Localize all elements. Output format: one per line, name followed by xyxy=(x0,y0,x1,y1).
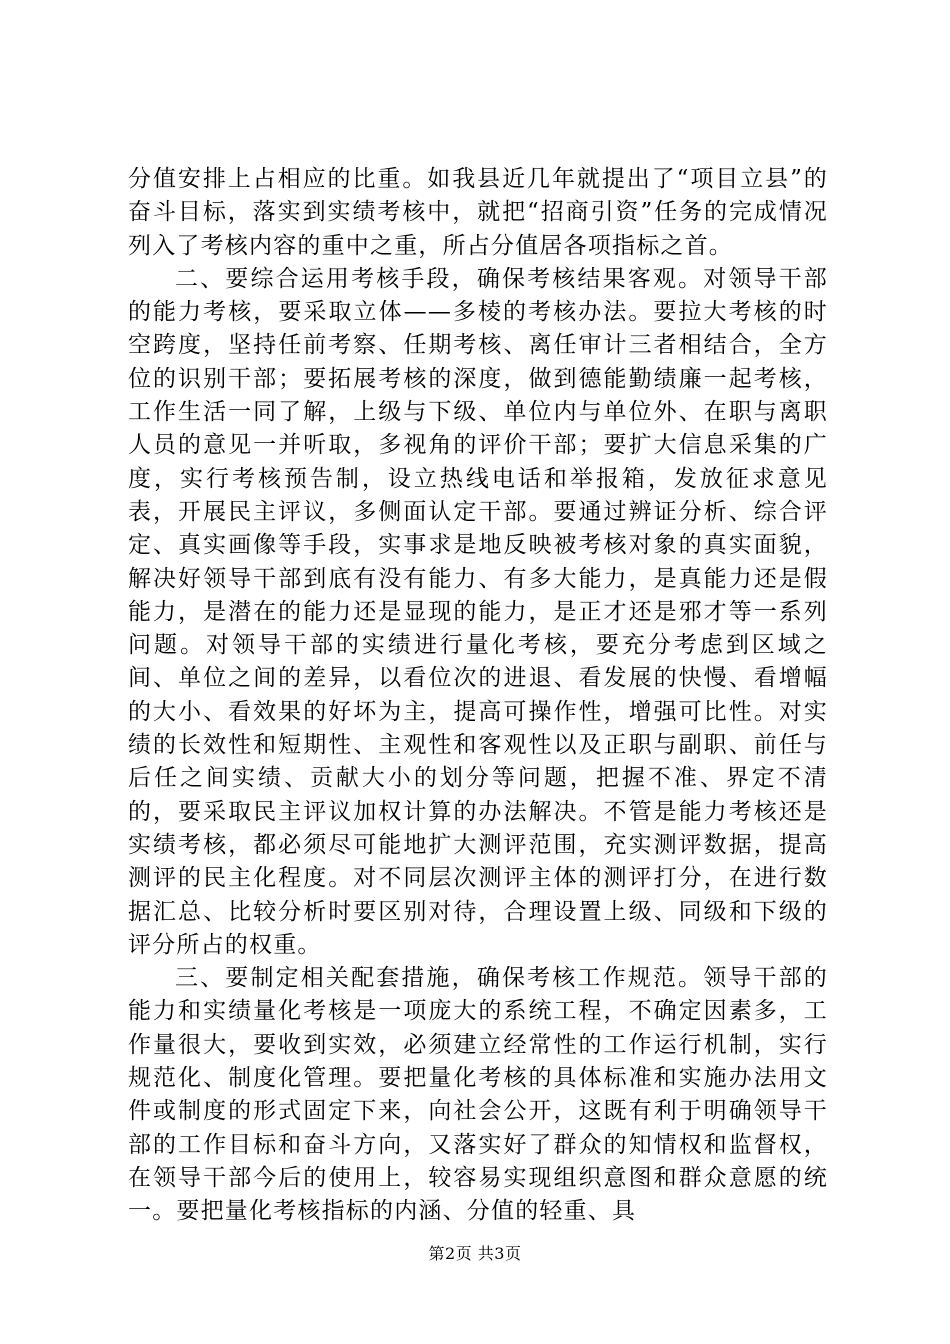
document-body xyxy=(128,163,828,1229)
paragraph-continuation: 分值安排上占相应的比重。如我县近几年就提出了“项目立县”的奋斗目标，落实到实绩考核中，就把“招商引资”任务的完成情况列入了考核内容的重中之重，所占分值居各项指标之首。 xyxy=(128,166,828,259)
paragraph-section-two: 二、要综合运用考核手段，确保考核结果客观。对领导干部的能力考核，要采取立体——多棱的考核办法。要拉大考核的时空跨度，坚持任前考察、任期考核、离任审计三者相结合，全方位的识别干部；要拓展考核的深度，做到德能勤绩廉一起考核，工作生活一同了解，上级与下级、单位内与单位外、在职与离职人员的意见一并听取，多视角的评价干部；要扩大信息采集的广度，实行考核预告制，设立热线电话和举报箱，发放征求意见表，开展民主评议，多侧面认定干部。要通过辨证分析、综合评定、真实画像等手段，实事求是地反映被考核对象的真实面貌，解决好领导干部到底有没有能力、有多大能力，是真能力还是假能力，是潜在的能力还是显现的能力，是正才还是邪才等一系列问题。对领导干部的实绩进行量化考核，要充分考虑到区域之间、单位之间的差异，以看位次的进退、看发展的快慢、看增幅的大小、看效果的好坏为主，提高可操作性，增强可比性。对实绩的长效性和短期性、主观性和客观性以及正职与副职、前任与后任之间实绩、贡献大小的划分等问题，把握不准、界定不清的，要采取民主评议加权计算的办法解决。不管是能力考核还是实绩考核，都必须尽可能地扩大测评范围，充实测评数据，提高测评的民主化程度。对不同层次测评主体的测评打分，在进行数据汇总、比较分析时要区别对待，合理设置上级、同级和下级的评分所占的权重。 xyxy=(128,265,828,958)
page-number-footer: 第2页 共3页 xyxy=(428,1244,522,1263)
paragraph-section-three: 三、要制定相关配套措施，确保考核工作规范。领导干部的能力和实绩量化考核是一项庞大的系统工程，不确定因素多，工作量很大，要收到实效，必须建立经常性的工作运行机制，实行规范化、制度化管理。要把量化考核的具体标准和实施办法用文件或制度的形式固定下来，向社会公开，这既有利于明确领导干部的工作目标和奋斗方向，又落实好了群众的知情权和监督权，在领导干部今后的使用上，较容易实现组织意图和群众意愿的统一。要把量化考核指标的内涵、分值的轻重、具 xyxy=(128,965,828,1225)
